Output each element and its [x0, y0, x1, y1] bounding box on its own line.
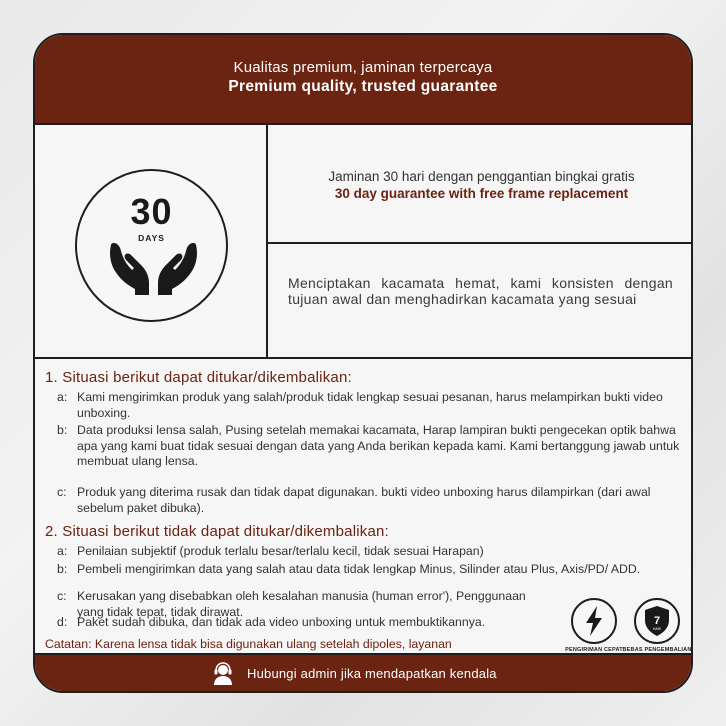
section2-title: 2. Situasi berikut tidak dapat ditukar/dikembalikan: — [45, 523, 389, 540]
badge-number: 30 — [130, 191, 173, 232]
guarantee-panel — [268, 125, 693, 242]
shield-sublabel: HARI — [652, 627, 662, 631]
list-marker: d: — [57, 615, 68, 629]
list-marker: c: — [57, 589, 67, 603]
header-banner — [35, 35, 691, 125]
lightning-icon — [573, 600, 615, 642]
list-marker: b: — [57, 423, 68, 437]
badge-unit: DAYS — [138, 233, 165, 243]
header-title-en: Premium quality, trusted guarantee — [228, 78, 498, 95]
thirty-days-badge — [75, 169, 228, 322]
list-text: Paket sudah dibuka, dan tidak ada video unboxing untuk membuktikannya. — [77, 615, 486, 629]
fast-shipping-caption: PENGIRIMAN CEPAT — [565, 647, 623, 653]
section1-title: 1. Situasi berikut dapat ditukar/dikembalikan: — [45, 369, 352, 386]
top-grid — [35, 125, 691, 359]
guarantee-text-en: 30 day guarantee with free frame replacement — [334, 186, 629, 201]
list-marker: c: — [57, 485, 67, 499]
list-text: Penilaian subjektif (produk terlalu besar/terlalu kecil, tidak sesuai Harapan) — [77, 544, 484, 558]
free-return-badge — [634, 598, 680, 644]
shield-label: 7 — [653, 615, 661, 627]
list-marker: a: — [57, 544, 68, 558]
list-text: Kerusakan yang disebabkan oleh kesalahan manusia (human error'), Penggunaan yang tidak tepat, tidak dirawat. — [77, 589, 526, 619]
free-return-caption: BEBAS PENGEMBALIAN — [622, 647, 692, 653]
note-text: Catatan: Karena lensa tidak bisa digunakan ulang setelah dipoles, layanan — [45, 637, 452, 651]
list-text: Kami mengirimkan produk yang salah/produk tidak lengkap sesuai pesanan, harus melampirkan bukti video unboxing. — [77, 390, 663, 420]
list-text: Pembeli mengirimkan data yang salah atau data tidak lengkap Minus, Silinder atau Plus, Axis/PD/ ADD. — [77, 562, 641, 576]
list-text: Data produksi lensa salah, Pusing setelah memakai kacamata, Harap lampiran bukti pengecekan optik bahwa apa yang kami buat tidak sesuai dengan data yang Anda berikan kepada kami. Kami bertanggung jawab untuk membuat ulang lensa. — [77, 423, 680, 468]
mission-text: Menciptakan kacamata hemat, kami konsisten dengan tujuan awal dan menghadirkan kacamata yang sesuai — [288, 275, 673, 307]
guarantee-text-id: Jaminan 30 hari dengan penggantian bingkai gratis — [328, 169, 635, 184]
shield-icon — [636, 600, 678, 642]
guarantee-card — [33, 33, 693, 693]
footer-banner — [35, 653, 691, 691]
grid-divider-horizontal — [266, 242, 693, 244]
hands-holding-icon — [107, 243, 200, 295]
list-marker: a: — [57, 390, 68, 404]
customer-service-icon — [211, 661, 235, 685]
list-text: Produk yang diterima rusak dan tidak dapat digunakan. bukti video unboxing harus dilampirkan (dari awal sebelum paket dibuka). — [77, 485, 651, 515]
header-title-id: Kualitas premium, jaminan terpercaya — [233, 59, 493, 76]
fast-shipping-badge — [571, 598, 617, 644]
list-marker: b: — [57, 562, 68, 576]
footer-text: Hubungi admin jika mendapatkan kendala — [247, 666, 497, 681]
terms-content — [35, 359, 691, 655]
